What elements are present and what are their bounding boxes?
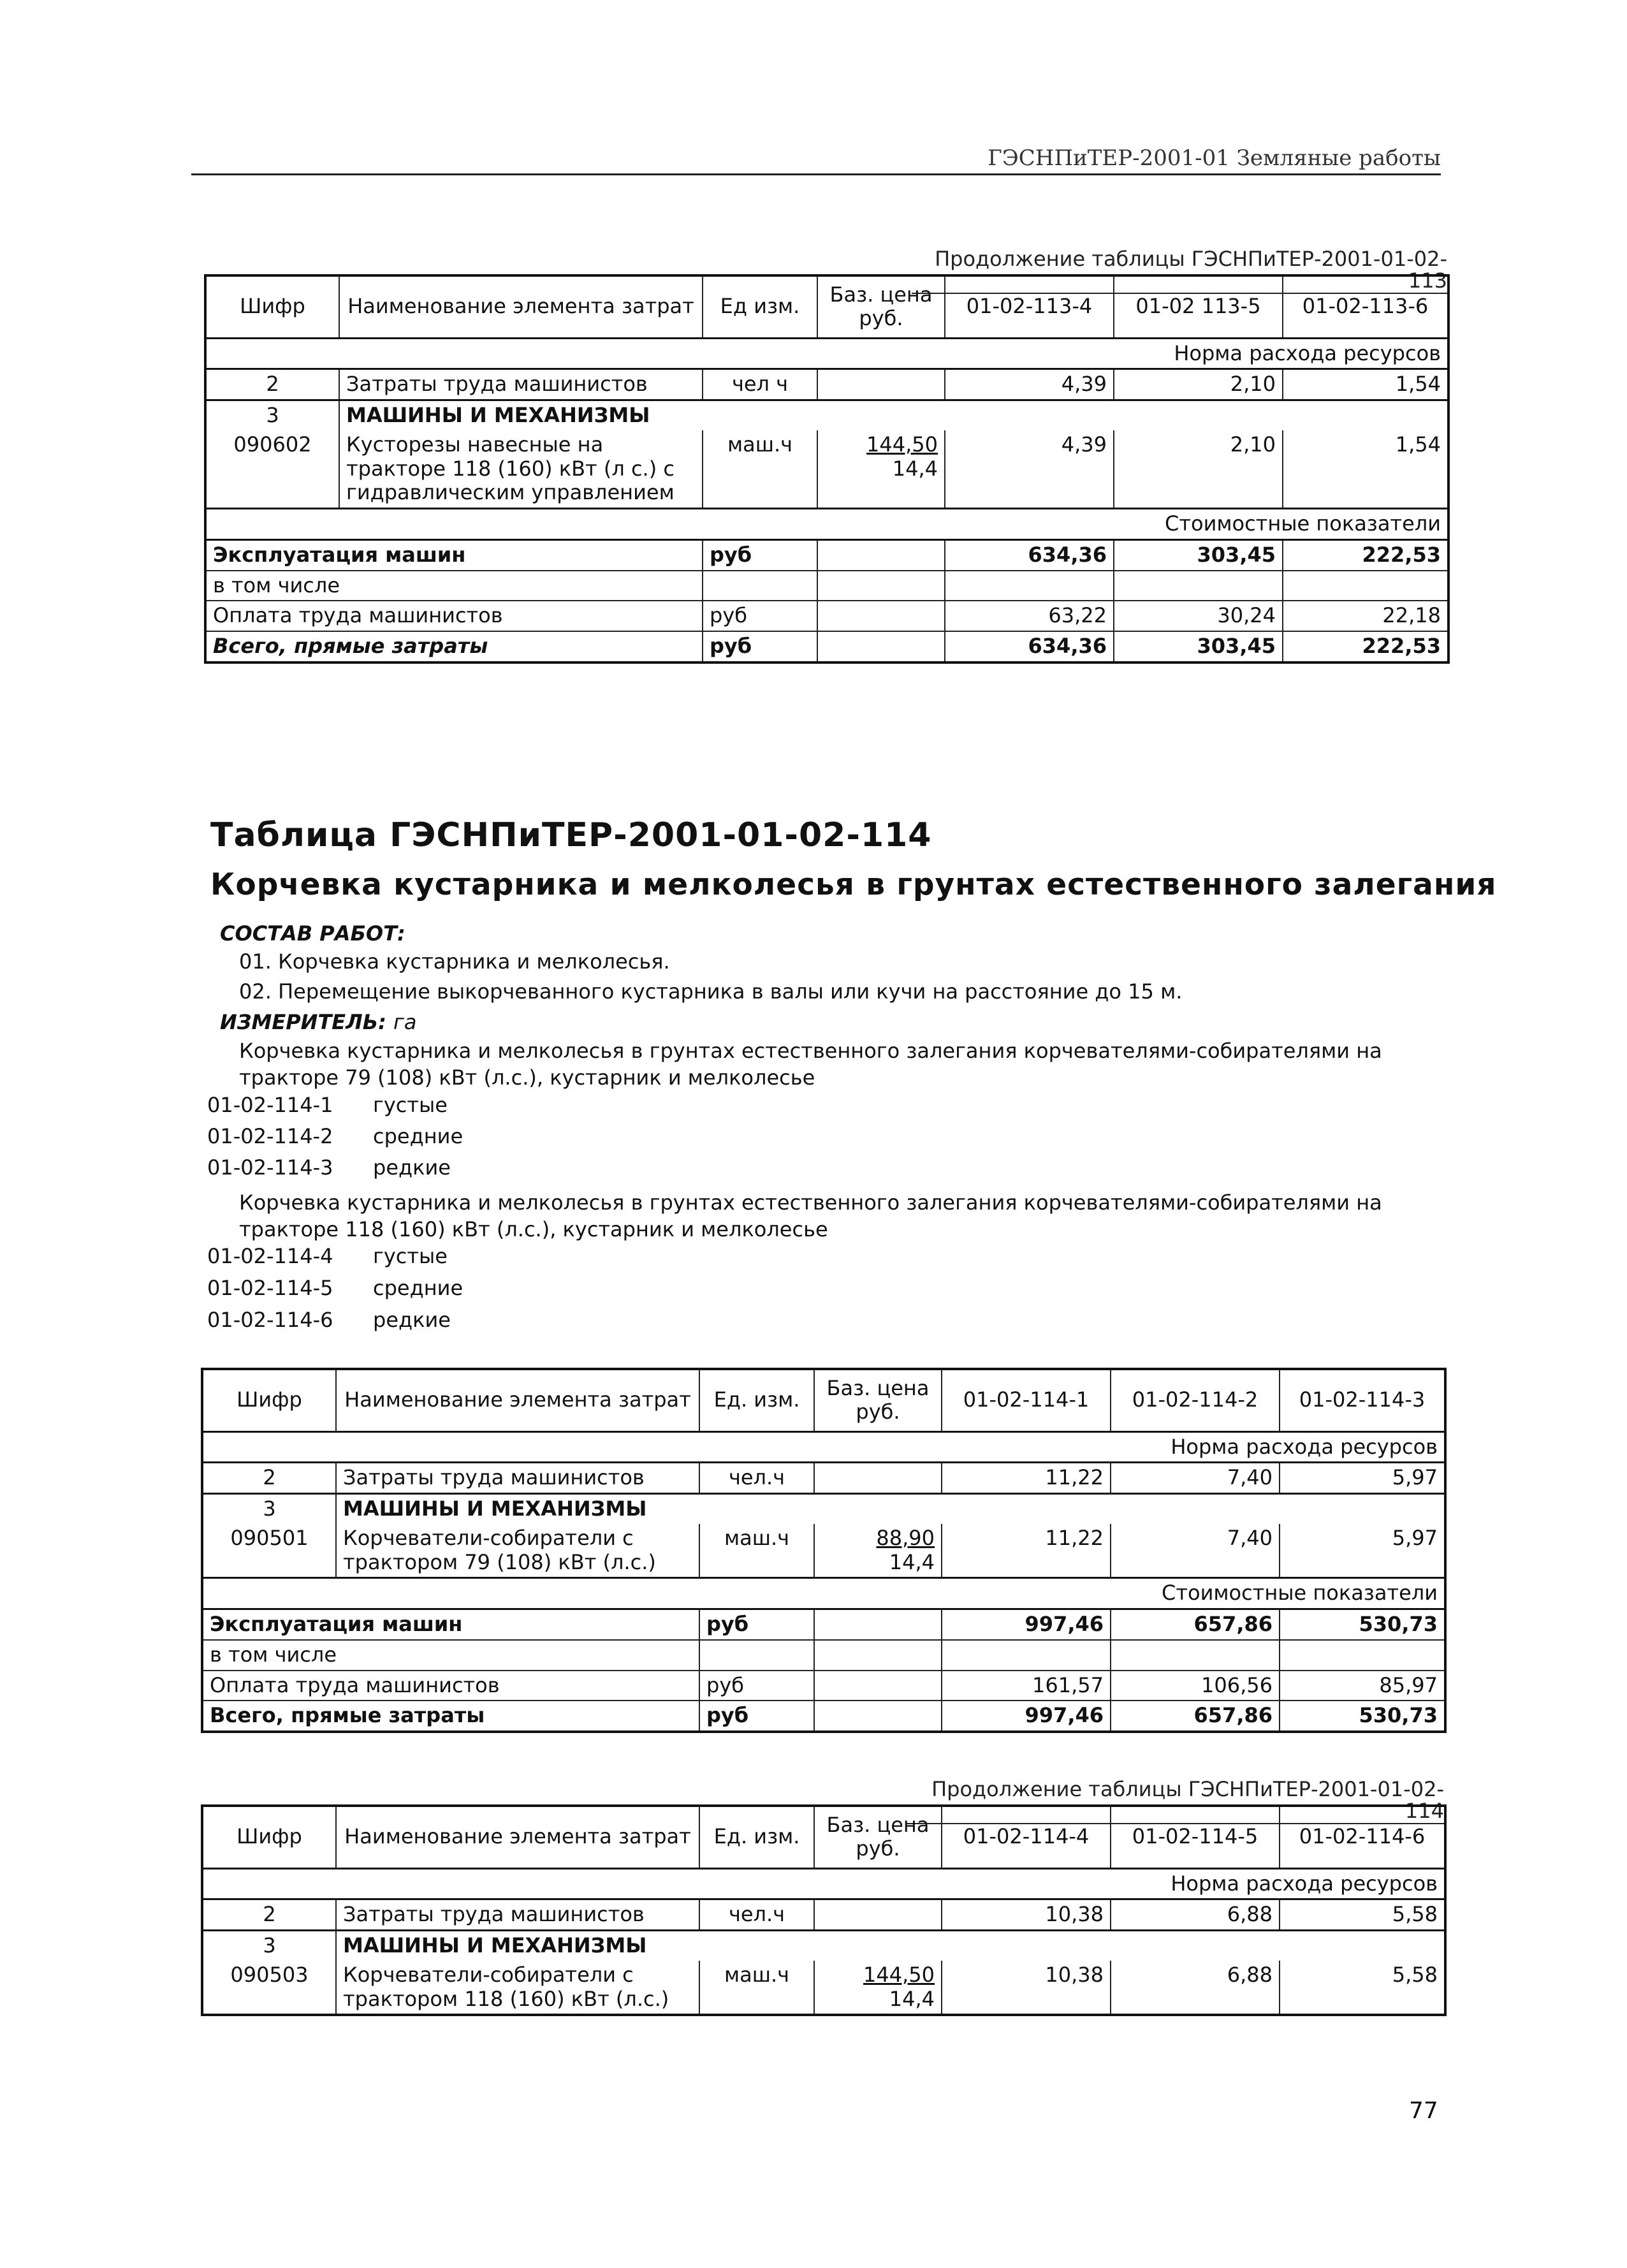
cost-heading: Стоимостные показатели (205, 509, 1448, 540)
continuation-caption-114: Продолжение таблицы ГЭСНПиТЕР-2001-01-02-114 (905, 1779, 1444, 1824)
col-norm-2: 01-02-114-5 (1111, 1806, 1280, 1868)
list-item-label: редкие (373, 1308, 451, 1332)
work-item-1: 01. Корчевка кустарника и мелколесья. (239, 949, 670, 974)
table-row: Всего, прямые затраты руб 634,36 303,45 222,53 (205, 631, 1448, 662)
list-item: 01-02-114-4 (207, 1244, 333, 1268)
col-norm-1: 01-02-114-4 (942, 1806, 1111, 1868)
table-row: 090503 Корчеватели-собиратели с трактором 118 (160) кВт (л.с.) маш.ч 144,50 14,4 10,38 6,88 5,58 (202, 1961, 1445, 2016)
col-unit: Ед. изм. (699, 1369, 814, 1431)
col-unit: Ед. изм. (699, 1806, 814, 1868)
running-header: ГЭСНПиТЕР-2001-01 Земляные работы (191, 145, 1441, 175)
col-unit: Ед изм. (703, 275, 817, 338)
cost-heading: Стоимостные показатели (202, 1578, 1445, 1609)
list-item-label: густые (373, 1093, 448, 1117)
table-row: Эксплуатация машин руб 634,36 303,45 222,53 (205, 539, 1448, 570)
col-norm-2: 01-02 113-5 (1114, 275, 1283, 338)
table-row: Всего, прямые затраты руб 997,46 657,86 530,73 (202, 1701, 1445, 1732)
table-113 (204, 274, 1450, 664)
table-row: в том числе (205, 571, 1448, 601)
table-row: 2 Затраты труда машинистов чел.ч 11,22 7,40 5,97 (202, 1463, 1445, 1494)
work-item-2: 02. Перемещение выкорчеванного кустарника в валы или кучи на расстояние до 15 м. (239, 979, 1183, 1004)
col-norm-1: 01-02-113-4 (945, 275, 1114, 338)
list-item: 01-02-114-6 (207, 1308, 333, 1332)
table-row: 3 МАШИНЫ И МЕХАНИЗМЫ (205, 400, 1448, 430)
col-name: Наименование элемента затрат (339, 275, 703, 338)
col-price: Баз. цена руб. (817, 275, 945, 338)
col-code: Шифр (202, 1369, 336, 1431)
meter-line: ИЗМЕРИТЕЛЬ: га (220, 1010, 417, 1034)
norm-heading: Норма расхода ресурсов (205, 338, 1448, 369)
col-norm-3: 01-02-113-6 (1283, 275, 1448, 338)
col-name: Наименование элемента затрат (336, 1806, 699, 1868)
table-row: 2 Затраты труда машинистов чел ч 4,39 2,10 1,54 (205, 369, 1448, 400)
works-label: СОСТАВ РАБОТ: (220, 921, 405, 946)
list-item: 01-02-114-5 (207, 1276, 333, 1300)
table-row: Оплата труда машинистов руб 161,57 106,56 85,97 (202, 1671, 1445, 1701)
col-code: Шифр (202, 1806, 336, 1868)
table-row: в том числе (202, 1640, 1445, 1671)
table-row: Оплата труда машинистов руб 63,22 30,24 22,18 (205, 601, 1448, 631)
table-114-b (201, 1804, 1447, 2016)
norm-heading: Норма расхода ресурсов (202, 1431, 1445, 1463)
description-1: Корчевка кустарника и мелколесья в грунтах естественного залегания корчевателями-собирателями на тракторе 79 (108) кВт (л.с.), кустарник и мелколесье (239, 1039, 1382, 1090)
table-row: 2 Затраты труда машинистов чел.ч 10,38 6,88 5,58 (202, 1899, 1445, 1931)
section-subtitle: Корчевка кустарника и мелколесья в грунтах естественного залегания (210, 867, 1497, 902)
table-row: 3 МАШИНЫ И МЕХАНИЗМЫ (202, 1494, 1445, 1524)
list-item: 01-02-114-3 (207, 1155, 333, 1180)
col-norm-3: 01-02-114-3 (1280, 1369, 1445, 1431)
list-item: 01-02-114-2 (207, 1124, 333, 1148)
list-item: 01-02-114-1 (207, 1093, 333, 1117)
description-2: Корчевка кустарника и мелколесья в грунтах естественного залегания корчевателями-собирателями на тракторе 118 (160) кВт (л.с.), кустарник и мелколесье (239, 1190, 1382, 1241)
list-item-label: густые (373, 1244, 448, 1268)
col-norm-3: 01-02-114-6 (1280, 1806, 1445, 1868)
continuation-caption-113: Продолжение таблицы ГЭСНПиТЕР-2001-01-02-113 (912, 249, 1447, 294)
list-item-label: средние (373, 1124, 463, 1148)
table-row: 3 МАШИНЫ И МЕХАНИЗМЫ (202, 1931, 1445, 1961)
list-item-label: редкие (373, 1155, 451, 1180)
norm-heading: Норма расхода ресурсов (202, 1868, 1445, 1899)
table-row: 090602 Кусторезы навесные на тракторе 118 (160) кВт (л с.) с гидравлическим управлением маш.ч 144,50 14,4 4,39 2,10 1,54 (205, 430, 1448, 509)
col-name: Наименование элемента затрат (336, 1369, 699, 1431)
table-row: Эксплуатация машин руб 997,46 657,86 530,73 (202, 1609, 1445, 1640)
col-price: Баз. цена руб. (814, 1369, 942, 1431)
list-item-label: средние (373, 1276, 463, 1300)
table-row: 090501 Корчеватели-собиратели с трактором 79 (108) кВт (л.с.) маш.ч 88,90 14,4 11,22 7,40 5,97 (202, 1524, 1445, 1578)
col-norm-1: 01-02-114-1 (942, 1369, 1111, 1431)
table-114-a (201, 1368, 1447, 1733)
section-title: Таблица ГЭСНПиТЕР-2001-01-02-114 (210, 816, 932, 854)
col-price: Баз. цена руб. (814, 1806, 942, 1868)
col-norm-2: 01-02-114-2 (1111, 1369, 1280, 1431)
page-number: 77 (1409, 2098, 1438, 2124)
col-code: Шифр (205, 275, 339, 338)
